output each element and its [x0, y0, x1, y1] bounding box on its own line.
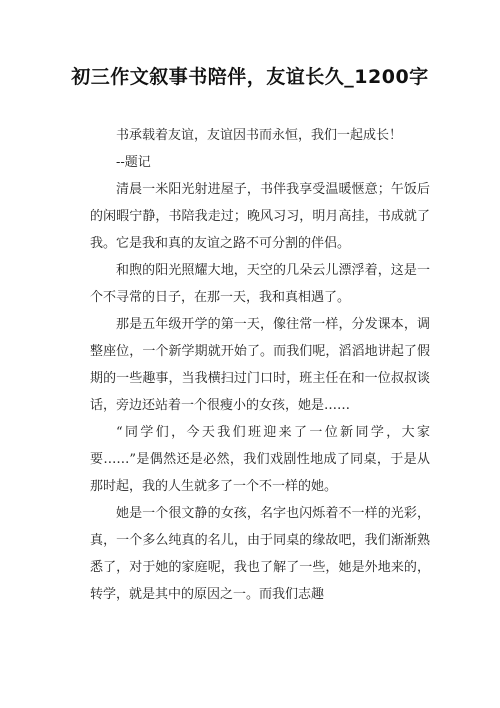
paragraph: 她是一个很文静的女孩，名字也闪烁着不一样的光彩，真，一个多么纯真的名儿，由于同桌的缘故吧，我们渐渐熟悉了，对于她的家庭呢，我也了解了一些，她是外地来的，转学，就是其中的原因之一。而我们志趣 — [90, 506, 430, 602]
document-body — [90, 122, 430, 608]
paragraph: 那是五年级开学的第一天，像往常一样，分发课本，调整座位，一个新学期就开始了。而我们呢，滔滔地讲起了假期的一些趣事，当我横扫过门口时，班主任在和一位叔叔谈话，旁边还站着一个很瘦小的女孩，她是…… — [90, 317, 430, 413]
epigraph-line: 书承载着友谊，友谊因书而永恒，我们一起成长！ — [116, 128, 403, 143]
epigraph-signature: --题记 — [116, 155, 151, 170]
paragraph: 和煦的阳光照耀大地，天空的几朵云儿漂浮着，这是一个不寻常的日子，在那一天，我和真相遇了。 — [90, 263, 430, 305]
document-title: 初三作文叙事书陪伴，友谊长久_1200字 — [71, 66, 429, 88]
paragraph: “同学们，今天我们班迎来了一位新同学，大家要……”是偶然还是必然，我们戏剧性地成了同桌，于是从那时起，我的人生就多了一个不一样的她。 — [90, 425, 430, 494]
paragraph: 清晨一米阳光射进屋子，书伴我享受温暖惬意；午饭后的闲暇宁静，书陪我走过；晚风习习，明月高挂，书成就了我。它是我和真的友谊之路不可分割的伴侣。 — [90, 182, 430, 251]
